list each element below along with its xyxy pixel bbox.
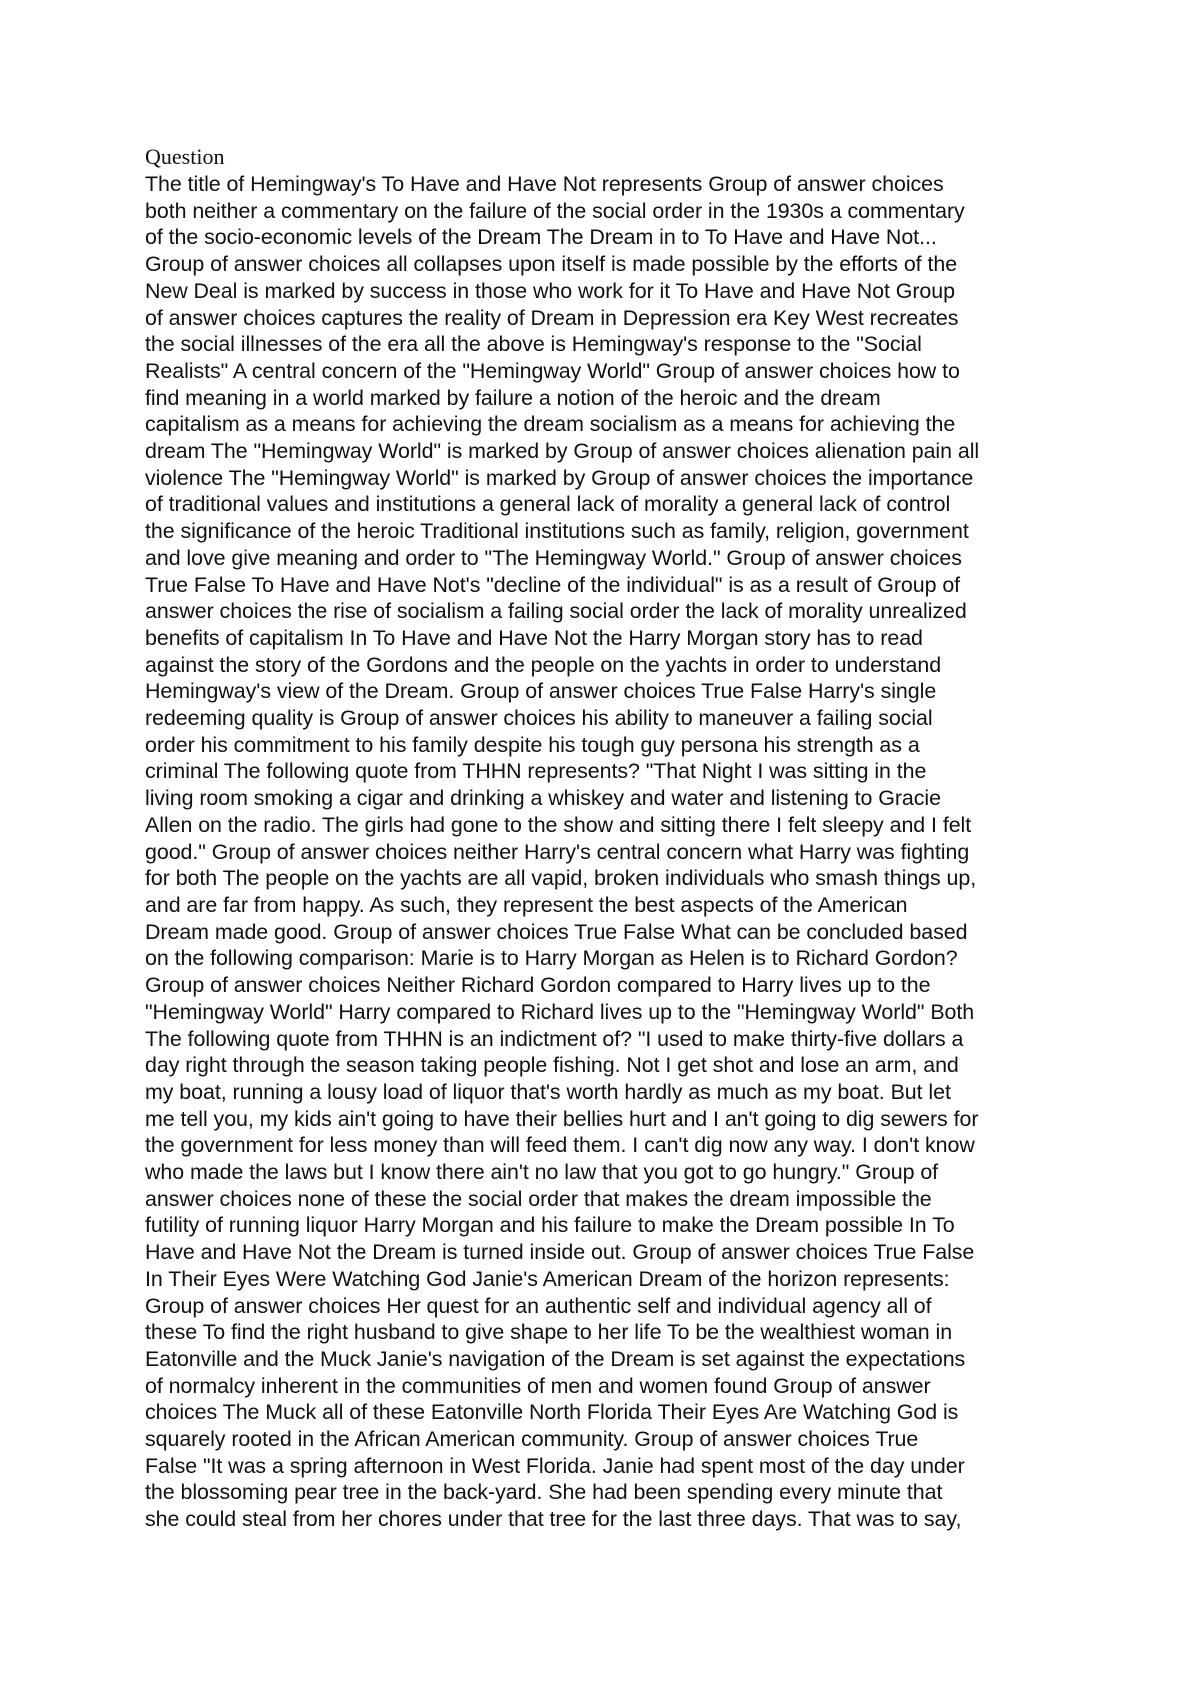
body-line: against the story of the Gordons and the people on the yachts in order to understand: [145, 652, 942, 677]
body-line: of normalcy inherent in the communities of men and women found Group of answer: [145, 1373, 931, 1398]
body-line: find meaning in a world marked by failure a notion of the heroic and the dream: [145, 385, 881, 410]
body-line: True False To Have and Have Not's "decline of the individual" is as a result of Group of: [145, 572, 961, 597]
question-heading: Question: [145, 144, 225, 169]
body-line: Group of answer choices all collapses upon itself is made possible by the efforts of the: [145, 252, 958, 277]
body-line: Group of answer choices Neither Richard Gordon compared to Harry lives up to the: [145, 973, 931, 998]
body-line: of the socio-economic levels of the Dream The Dream in to To Have and Have Not...: [145, 225, 937, 250]
body-line: for both The people on the yachts are all vapid, broken individuals who smash things up,: [145, 866, 977, 891]
body-line: In Their Eyes Were Watching God Janie's American Dream of the horizon represents:: [145, 1266, 950, 1291]
body-line: answer choices the rise of socialism a failing social order the lack of morality unrealized: [145, 599, 967, 624]
body-line: capitalism as a means for achieving the dream socialism as a means for achieving the: [145, 412, 956, 437]
body-line: Eatonville and the Muck Janie's navigation of the Dream is set against the expectations: [145, 1346, 966, 1371]
body-line: Group of answer choices Her quest for an authentic self and individual agency all of: [145, 1293, 932, 1318]
body-line: benefits of capitalism In To Have and Have Not the Harry Morgan story has to read: [145, 625, 923, 650]
body-line: who made the laws but I know there ain't no law that you got to go hungry." Group of: [145, 1160, 939, 1185]
body-line: the social illnesses of the era all the above is Hemingway's response to the "Social: [145, 332, 922, 357]
body-line: order his commitment to his family despite his tough guy persona his strength as a: [145, 732, 920, 757]
body-line: of traditional values and institutions a general lack of morality a general lack of control: [145, 492, 951, 517]
body-line: the government for less money than will feed them. I can't dig now any way. I don't know: [145, 1133, 975, 1158]
body-line: Have and Have Not the Dream is turned inside out. Group of answer choices True False: [145, 1240, 975, 1265]
body-line: Dream made good. Group of answer choices True False What can be concluded based: [145, 919, 968, 944]
body-line: the blossoming pear tree in the back-yard. She had been spending every minute that: [145, 1480, 943, 1505]
body-line: and love give meaning and order to "The Hemingway World." Group of answer choices: [145, 545, 962, 570]
question-body: [145, 171, 1065, 1533]
body-line: dream The "Hemingway World" is marked by Group of answer choices alienation pain all: [145, 439, 980, 464]
body-line: day right through the season taking people fishing. Not I get shot and lose an arm, and: [145, 1053, 959, 1078]
body-line: False "It was a spring afternoon in West Florida. Janie had spent most of the day under: [145, 1453, 965, 1478]
body-line: of answer choices captures the reality of Dream in Depression era Key West recreates: [145, 305, 959, 330]
body-line: good." Group of answer choices neither Harry's central concern what Harry was fighting: [145, 839, 970, 864]
body-line: squarely rooted in the African American community. Group of answer choices True: [145, 1427, 919, 1452]
body-line: Realists" A central concern of the "Hemingway World" Group of answer choices how to: [145, 358, 960, 383]
body-line: New Deal is marked by success in those who work for it To Have and Have Not Group: [145, 278, 955, 303]
body-line: me tell you, my kids ain't going to have their bellies hurt and I an't going to dig sewers for: [145, 1106, 979, 1131]
body-line: "Hemingway World" Harry compared to Richard lives up to the "Hemingway World" Both: [145, 999, 975, 1024]
body-line: choices The Muck all of these Eatonville North Florida Their Eyes Are Watching God is: [145, 1400, 959, 1425]
body-line: she could steal from her chores under that tree for the last three days. That was to say,: [145, 1507, 962, 1532]
body-line: criminal The following quote from THHN represents? "That Night I was sitting in the: [145, 759, 927, 784]
document-page: [145, 143, 1065, 1533]
body-line: on the following comparison: Marie is to Harry Morgan as Helen is to Richard Gordon?: [145, 946, 958, 971]
body-line: my boat, running a lousy load of liquor that's worth hardly as much as my boat. But let: [145, 1079, 951, 1104]
body-line: Allen on the radio. The girls had gone to the show and sitting there I felt sleepy and I felt: [145, 812, 972, 837]
body-line: futility of running liquor Harry Morgan and his failure to make the Dream possible In To: [145, 1213, 955, 1238]
body-line: both neither a commentary on the failure of the social order in the 1930s a commentary: [145, 198, 965, 223]
body-line: and are far from happy. As such, they represent the best aspects of the American: [145, 892, 908, 917]
body-line: The following quote from THHN is an indictment of? "I used to make thirty-five dollars a: [145, 1026, 964, 1051]
body-line: redeeming quality is Group of answer choices his ability to maneuver a failing social: [145, 706, 933, 731]
body-line: Hemingway's view of the Dream. Group of answer choices True False Harry's single: [145, 679, 937, 704]
body-line: the significance of the heroic Traditional institutions such as family, religion, government: [145, 519, 969, 544]
body-line: these To find the right husband to give shape to her life To be the wealthiest woman in: [145, 1320, 953, 1345]
body-line: living room smoking a cigar and drinking a whiskey and water and listening to Gracie: [145, 786, 941, 811]
body-line: violence The "Hemingway World" is marked by Group of answer choices the importance: [145, 465, 974, 490]
body-line: answer choices none of these the social order that makes the dream impossible the: [145, 1186, 932, 1211]
body-line: The title of Hemingway's To Have and Have Not represents Group of answer choices: [145, 172, 944, 196]
